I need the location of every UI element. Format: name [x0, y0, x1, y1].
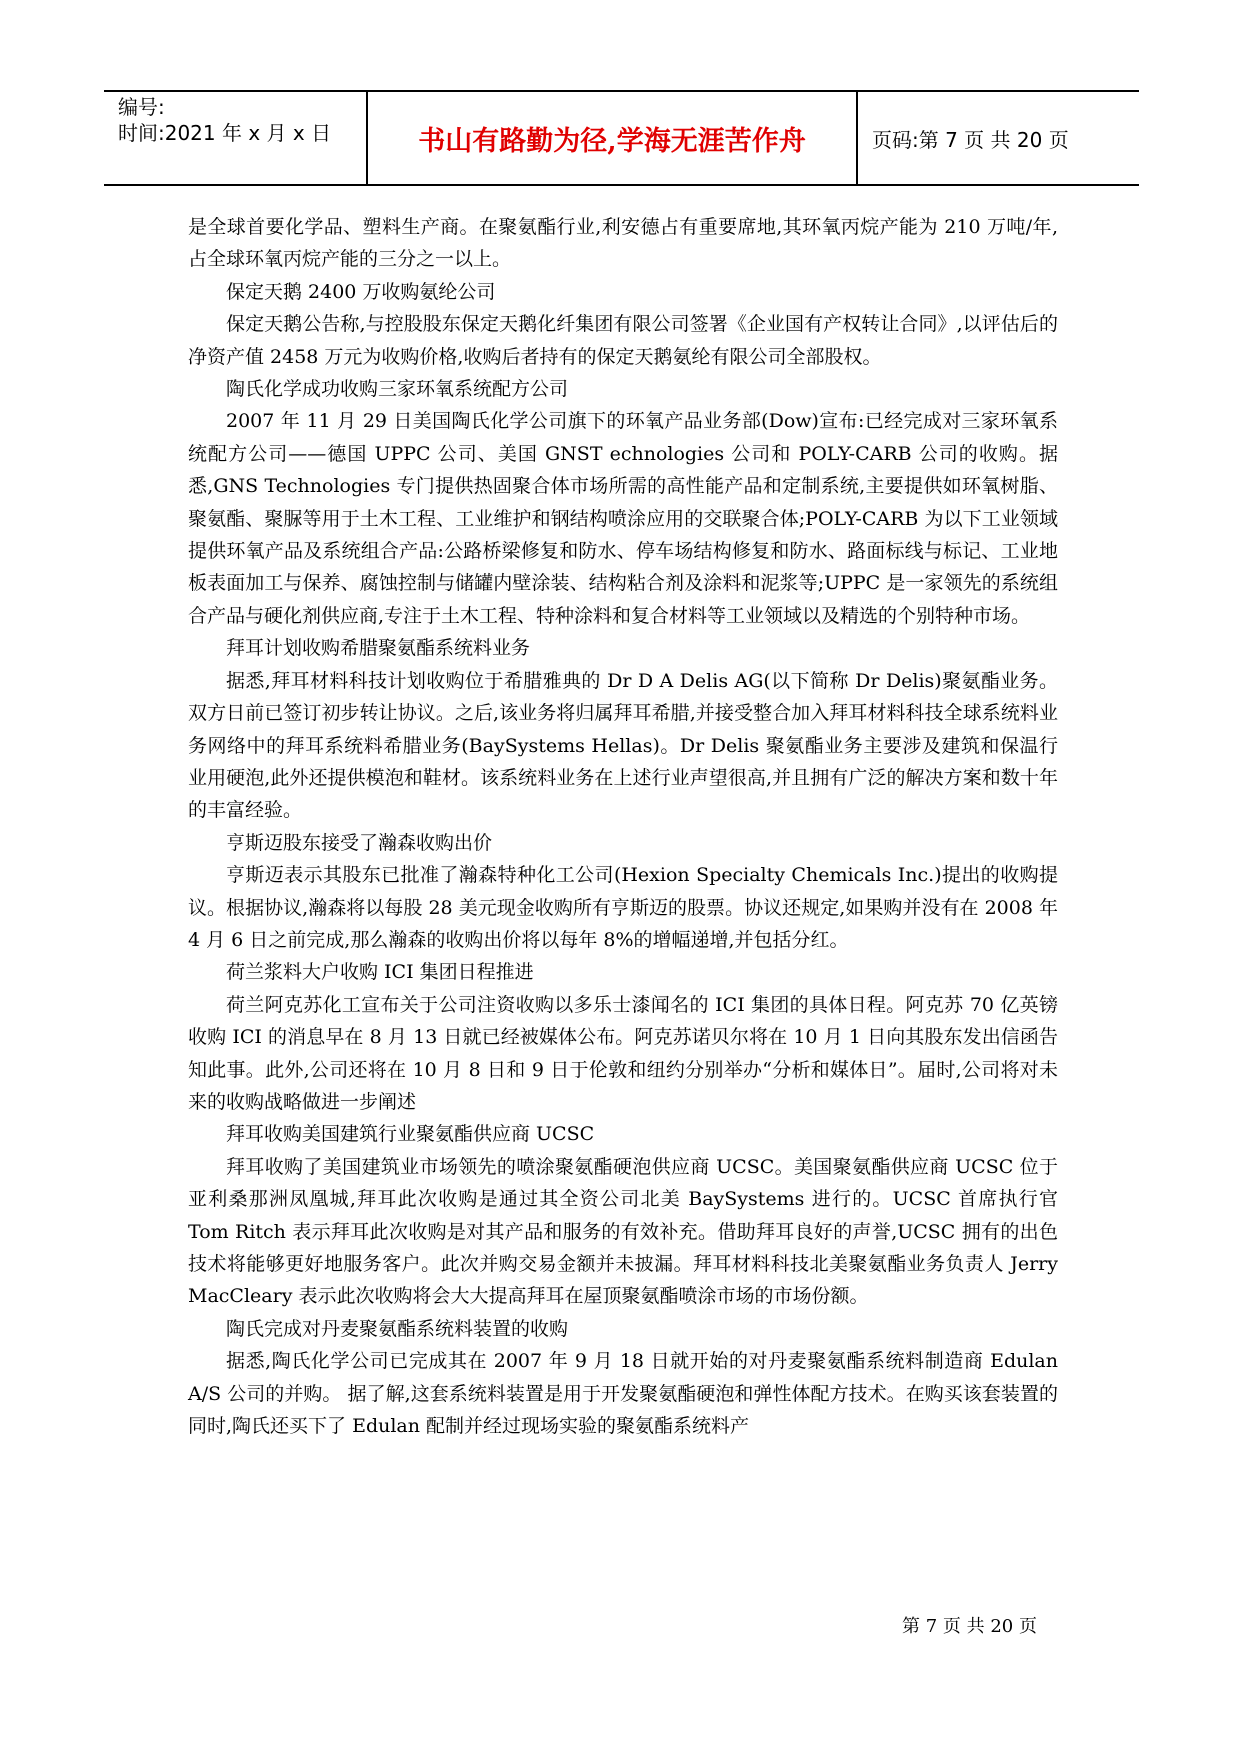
- paragraph: 拜耳收购了美国建筑业市场领先的喷涂聚氨酯硬泡供应商 UCSC。美国聚氨酯供应商 UCSC 位于亚利桑那洲凤凰城,拜耳此次收购是通过其全资公司北美 BaySystems 进行的。UCSC 首席执行官 Tom Ritch 表示拜耳此次收购是对其产品和服务的有效补充。借助拜耳良好的声誉,UCSC 拥有的出色技术将能够更好地服务客户。此次并购交易金额并未披漏。拜耳材料科技北美聚氨酯业务负责人 Jerry MacCleary 表示此次收购将会大大提高拜耳在屋顶聚氨酯喷涂市场的市场份额。: [188, 1155, 1058, 1308]
- footer-page-number: 第 7 页 共 20 页: [902, 1616, 1037, 1637]
- header-meta: [104, 92, 368, 184]
- paragraph: 亨斯迈表示其股东已批准了瀚森特种化工公司(Hexion Specialty Chemicals Inc.)提出的收购提议。根据协议,瀚森将以每股 28 美元现金收购所有亨斯迈的股票。协议还规定,如果购并没有在 2008 年 4 月 6 日之前完成,那么瀚森的收购出价将以每年 8%的增幅递增,并包括分红。: [188, 864, 1058, 951]
- time-label: 时间:2021 年 x 月 x 日: [118, 121, 332, 145]
- motto-text: 书山有路勤为径,学海无涯苦作舟: [418, 125, 806, 157]
- paragraph: 保定天鹅公告称,与控股股东保定天鹅化纤集团有限公司签署《企业国有产权转让合同》,以评估后的净资产值 2458 万元为收购价格,收购后者持有的保定天鹅氨纶有限公司全部股权。: [188, 313, 1058, 368]
- paragraph: 据悉,陶氏化学公司已完成其在 2007 年 9 月 18 日就开始的对丹麦聚氨酯系统料制造商 Edulan A/S 公司的并购。 据了解,这套系统料装置是用于开发聚氨酯硬泡和弹性体配方技术。在购买该套装置的同时,陶氏还买下了 Edulan 配制并经过现场实验的聚氨酯系统料产: [188, 1350, 1058, 1438]
- page-footer: [902, 1612, 1037, 1638]
- section-heading: 保定天鹅 2400 万收购氨纶公司: [226, 280, 496, 303]
- paragraph: 荷兰阿克苏化工宣布关于公司注资收购以多乐士漆闻名的 ICI 集团的具体日程。阿克苏 70 亿英镑收购 ICI 的消息早在 8 月 13 日就已经被媒体公布。阿克苏诺贝尔将在 10 月 1 日向其股东发出信函告知此事。此外,公司还将在 10 月 8 日和 9 日于伦敦和纽约分别举办“分析和媒体日”。届时,公司将对未来的收购战略做进一步阐述: [188, 993, 1058, 1113]
- section-heading: 拜耳计划收购希腊聚氨酯系统料业务: [226, 637, 531, 660]
- header-motto: [368, 92, 858, 184]
- paragraph: 是全球首要化学品、塑料生产商。在聚氨酯行业,利安德占有重要席地,其环氧丙烷产能为 210 万吨/年,占全球环氧丙烷产能的三分之一以上。: [188, 216, 1058, 271]
- section-heading: 陶氏化学成功收购三家环氧系统配方公司: [226, 378, 569, 401]
- section-heading: 亨斯迈股东接受了瀚森收购出价: [226, 831, 493, 854]
- header-page-info: [858, 92, 1139, 184]
- page-header: [104, 90, 1139, 186]
- page-label: 页码:第 7 页 共 20 页: [872, 127, 1069, 152]
- section-heading: 陶氏完成对丹麦聚氨酯系统料装置的收购: [226, 1317, 569, 1340]
- paragraph: 据悉,拜耳材料科技计划收购位于希腊雅典的 Dr D A Delis AG(以下简称 Dr Delis)聚氨酯业务。双方日前已签订初步转让协议。之后,该业务将归属拜耳希腊,并接受整合加入拜耳材料科技全球系统料业务网络中的拜耳系统料希腊业务(BaySystems Hellas)。Dr Delis 聚氨酯业务主要涉及建筑和保温行业用硬泡,此外还提供模泡和鞋材。该系统料业务在上述行业声望很高,并且拥有广泛的解决方案和数十年的丰富经验。: [188, 669, 1058, 822]
- paragraph: 2007 年 11 月 29 日美国陶氏化学公司旗下的环氧产品业务部(Dow)宣布:已经完成对三家环氧系统配方公司——德国 UPPC 公司、美国 GNST echnologies 公司和 POLY-CARB 公司的收购。据悉,GNS Technologies 专门提供热固聚合体市场所需的高性能产品和定制系统,主要提供如环氧树脂、聚氨酯、聚脲等用于土木工程、工业维护和钢结构喷涂应用的交联聚合体;POLY-CARB 为以下工业领域提供环氧产品及系统组合产品:公路桥梁修复和防水、停车场结构修复和防水、路面标线与标记、工业地板表面加工与保养、腐蚀控制与储罐内壁涂装、结构粘合剂及涂料和泥浆等;UPPC 是一家领先的系统组合产品与硬化剂供应商,专注于土木工程、特种涂料和复合材料等工业领域以及精选的个别特种市场。: [188, 410, 1058, 627]
- section-heading: 荷兰浆料大户收购 ICI 集团日程推进: [226, 961, 534, 984]
- section-heading: 拜耳收购美国建筑行业聚氨酯供应商 UCSC: [226, 1123, 595, 1146]
- number-label: 编号:: [118, 95, 165, 119]
- document-body: [188, 211, 1058, 1442]
